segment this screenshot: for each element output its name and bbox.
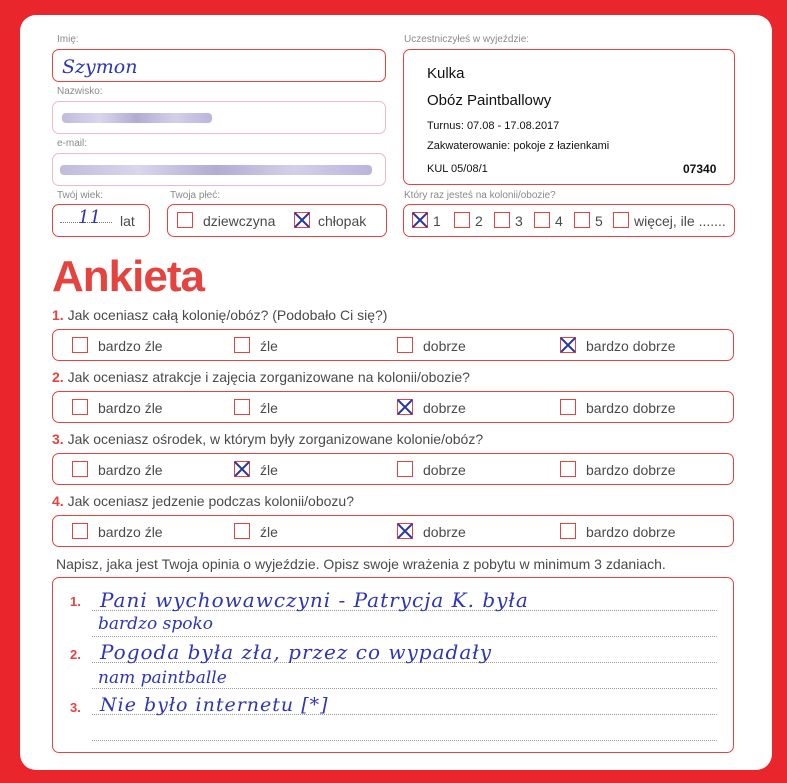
survey-title: Ankieta bbox=[52, 252, 204, 301]
times-4-checkbox[interactable] bbox=[534, 212, 550, 228]
q4-option-3-label: dobrze bbox=[423, 524, 466, 540]
surname-redacted bbox=[62, 113, 212, 123]
opinion-line-4: nam paintballe bbox=[98, 668, 227, 688]
opinion-line-1: Pani wychowawczyni - Patrycja K. była bbox=[100, 588, 529, 612]
trip-code: KUL 05/08/1 bbox=[427, 163, 488, 175]
age-label: Twój wiek: bbox=[57, 190, 104, 201]
opinion-number-1: 1. bbox=[70, 594, 81, 609]
trip-turnus: Turnus: 07.08 - 17.08.2017 bbox=[427, 120, 560, 132]
q1-option-2-label: źle bbox=[260, 338, 278, 354]
name-value: Szymon bbox=[62, 56, 138, 78]
surname-label: Nazwisko: bbox=[57, 86, 103, 97]
trip-camp: Obóz Paintballowy bbox=[427, 92, 552, 109]
q3-option-1-label: bardzo źle bbox=[98, 462, 163, 478]
opinion-line-5: Nie było internetu [*] bbox=[100, 694, 329, 716]
q2-option-3-label: dobrze bbox=[423, 400, 466, 416]
opinion-line-2: bardzo spoko bbox=[98, 614, 213, 634]
question-1-text: 1. Jak oceniasz całą kolonię/obóz? (Podobało Ci się?) bbox=[52, 307, 388, 323]
times-more-checkbox[interactable] bbox=[613, 212, 629, 228]
times-2-label: 2 bbox=[475, 213, 483, 229]
email-label: e-mail: bbox=[57, 138, 88, 149]
trip-label: Uczestniczyłeś w wyjeździe: bbox=[404, 34, 530, 45]
question-3-text: 3. Jak oceniasz ośrodek, w którym były zorganizowane kolonie/obóz? bbox=[52, 431, 484, 447]
writing-line bbox=[92, 688, 717, 689]
q4-option-4-checkbox[interactable] bbox=[560, 523, 576, 539]
q2-option-1-label: bardzo źle bbox=[98, 400, 163, 416]
times-2-checkbox[interactable] bbox=[454, 212, 470, 228]
times-3-label: 3 bbox=[515, 213, 523, 229]
times-more-label: więcej, ile ....... bbox=[634, 213, 726, 229]
q3-option-4-label: bardzo dobrze bbox=[586, 462, 676, 478]
q2-option-4-label: bardzo dobrze bbox=[586, 400, 676, 416]
q3-option-2-label: źle bbox=[260, 462, 278, 478]
q4-option-2-checkbox[interactable] bbox=[234, 523, 250, 539]
gender-male-label: chłopak bbox=[318, 213, 367, 229]
times-1-checkbox[interactable] bbox=[412, 212, 428, 228]
q2-option-4-checkbox[interactable] bbox=[560, 399, 576, 415]
gender-label: Twoja płeć: bbox=[170, 190, 221, 201]
question-4-text: 4. Jak oceniasz jedzenie podczas kolonii/obozu? bbox=[52, 493, 354, 509]
q2-option-3-checkbox[interactable] bbox=[397, 399, 413, 415]
trip-number: 07340 bbox=[683, 162, 717, 176]
trip-accommodation: Zakwaterowanie: pokoje z łazienkami bbox=[427, 140, 610, 152]
times-3-checkbox[interactable] bbox=[494, 212, 510, 228]
q1-option-3-checkbox[interactable] bbox=[397, 337, 413, 353]
q3-option-4-checkbox[interactable] bbox=[560, 461, 576, 477]
times-4-label: 4 bbox=[555, 213, 563, 229]
q4-option-3-checkbox[interactable] bbox=[397, 523, 413, 539]
gender-male-checkbox[interactable] bbox=[294, 212, 310, 228]
q1-option-1-checkbox[interactable] bbox=[72, 337, 88, 353]
q1-option-4-label: bardzo dobrze bbox=[586, 338, 676, 354]
q1-option-4-checkbox[interactable] bbox=[560, 337, 576, 353]
q4-option-1-label: bardzo źle bbox=[98, 524, 163, 540]
trip-name: Kulka bbox=[427, 65, 465, 82]
q3-option-3-label: dobrze bbox=[423, 462, 466, 478]
q1-option-2-checkbox[interactable] bbox=[234, 337, 250, 353]
gender-female-checkbox[interactable] bbox=[177, 212, 193, 228]
q3-option-3-checkbox[interactable] bbox=[397, 461, 413, 477]
email-redacted bbox=[60, 165, 372, 175]
name-label: Imię: bbox=[57, 34, 79, 45]
writing-line bbox=[92, 740, 717, 741]
times-5-checkbox[interactable] bbox=[574, 212, 590, 228]
q4-option-1-checkbox[interactable] bbox=[72, 523, 88, 539]
q1-option-3-label: dobrze bbox=[423, 338, 466, 354]
q1-option-1-label: bardzo źle bbox=[98, 338, 163, 354]
age-unit: lat bbox=[120, 213, 135, 229]
q3-option-1-checkbox[interactable] bbox=[72, 461, 88, 477]
gender-female-label: dziewczyna bbox=[203, 213, 276, 229]
opinion-number-3: 3. bbox=[70, 700, 81, 715]
age-value: 11 bbox=[78, 207, 101, 228]
q4-option-4-label: bardzo dobrze bbox=[586, 524, 676, 540]
question-2-text: 2. Jak oceniasz atrakcje i zajęcia zorganizowane na kolonii/obozie? bbox=[52, 369, 470, 385]
q2-option-2-checkbox[interactable] bbox=[234, 399, 250, 415]
writing-line bbox=[92, 636, 717, 637]
times-1-label: 1 bbox=[433, 213, 441, 229]
opinion-line-3: Pogoda była zła, przez co wypadały bbox=[100, 640, 493, 664]
q2-option-1-checkbox[interactable] bbox=[72, 399, 88, 415]
opinion-prompt: Napisz, jaka jest Twoja opinia o wyjeździe. Opisz swoje wrażenia z pobytu w minimum 3 zdaniach. bbox=[56, 556, 666, 572]
opinion-number-2: 2. bbox=[70, 647, 81, 662]
times-5-label: 5 bbox=[595, 213, 603, 229]
q2-option-2-label: źle bbox=[260, 400, 278, 416]
q4-option-2-label: źle bbox=[260, 524, 278, 540]
q3-option-2-checkbox[interactable] bbox=[234, 461, 250, 477]
times-label: Który raz jesteś na kolonii/obozie? bbox=[404, 190, 556, 201]
age-field[interactable] bbox=[52, 204, 150, 237]
